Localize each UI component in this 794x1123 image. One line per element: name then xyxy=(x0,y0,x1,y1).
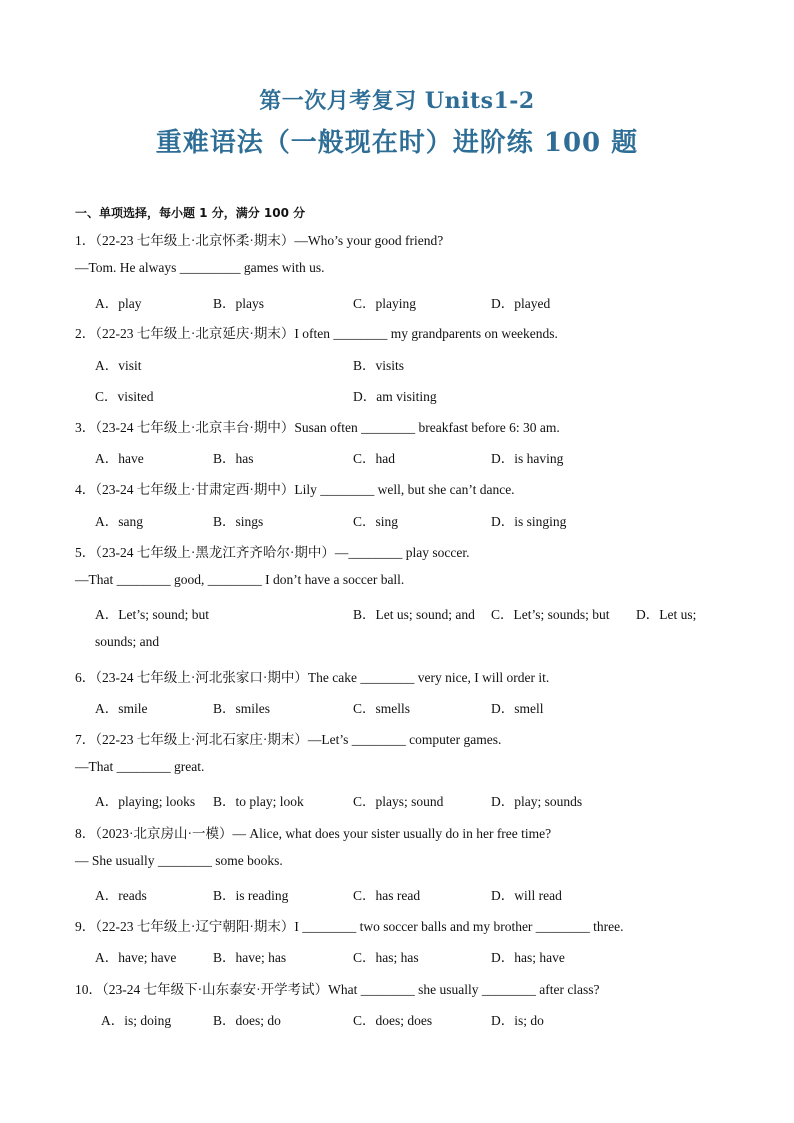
question-2-option-d[interactable]: D．am visiting xyxy=(353,389,437,404)
question-2-option-a[interactable]: A．visit xyxy=(95,358,142,373)
question-10-option-b[interactable]: B．does; do xyxy=(213,1013,281,1028)
question-1-option-d[interactable]: D．played xyxy=(491,296,551,311)
question-3-option-a[interactable]: A．have xyxy=(95,451,144,466)
question-9-option-b[interactable]: B．have; has xyxy=(213,950,287,965)
question-3-option-c[interactable]: C．had xyxy=(353,451,395,466)
question-3-option-d[interactable]: D．is having xyxy=(491,451,564,466)
question-9-option-c[interactable]: C．has; has xyxy=(353,950,419,965)
question-1-line-2: —Tom. He always _________ games with us. xyxy=(75,260,325,275)
page-subtitle: 重难语法（一般现在时）进阶练 100 题 xyxy=(155,128,639,158)
question-6-option-b[interactable]: B．smiles xyxy=(213,701,271,716)
question-8-stem: 8．（2023·北京房山·一模）— Alice, what does your sister usually do in her free time? xyxy=(75,826,552,841)
question-7-stem: 7．（22-23 七年级上·河北石家庄·期末）—Let’s ________ computer games. xyxy=(75,732,502,747)
question-5-option-b[interactable]: B．Let us; sound; and xyxy=(353,607,475,622)
question-10-option-a[interactable]: A．is; doing xyxy=(101,1013,172,1028)
question-7-option-c[interactable]: C．plays; sound xyxy=(353,794,444,809)
question-10-option-d[interactable]: D．is; do xyxy=(491,1013,544,1028)
question-8-option-a[interactable]: A．reads xyxy=(95,888,147,903)
question-8-option-c[interactable]: C．has read xyxy=(353,888,421,903)
question-8-option-d[interactable]: D．will read xyxy=(491,888,562,903)
question-5-option-d-continued[interactable]: sounds; and xyxy=(95,634,160,649)
question-5-line-2: —That ________ good, ________ I don’t have a soccer ball. xyxy=(75,572,405,587)
question-5-option-d[interactable]: D．Let us; xyxy=(636,607,697,622)
question-7-option-b[interactable]: B．to play; look xyxy=(213,794,304,809)
question-5-option-c[interactable]: C．Let’s; sounds; but xyxy=(491,607,610,622)
question-2-option-b[interactable]: B．visits xyxy=(353,358,405,373)
question-3-option-b[interactable]: B．has xyxy=(213,451,254,466)
question-1-stem: 1．（22-23 七年级上·北京怀柔·期末）—Who’s your good friend? xyxy=(75,233,444,248)
question-7-line-2: —That ________ great. xyxy=(75,759,205,774)
question-4-stem: 4．（23-24 七年级上·甘肃定西·期中）Lily ________ well, but she can’t dance. xyxy=(75,482,515,497)
question-5-option-a[interactable]: A．Let’s; sound; but xyxy=(95,607,209,622)
page-title: 第一次月考复习 Units1-2 xyxy=(259,88,535,114)
question-8-line-2: — She usually ________ some books. xyxy=(75,853,283,868)
section-heading: 一、单项选择，每小题 1 分，满分 100 分 xyxy=(75,206,306,220)
question-9-stem: 9．（22-23 七年级上·辽宁朝阳·期末）I ________ two soccer balls and my brother ________ three. xyxy=(75,919,624,934)
question-10-option-c[interactable]: C．does; does xyxy=(353,1013,433,1028)
question-6-option-c[interactable]: C．smells xyxy=(353,701,411,716)
question-9-option-a[interactable]: A．have; have xyxy=(95,950,177,965)
question-4-option-a[interactable]: A．sang xyxy=(95,514,143,529)
question-1-option-b[interactable]: B．plays xyxy=(213,296,265,311)
question-1-option-c[interactable]: C．playing xyxy=(353,296,416,311)
question-3-stem: 3．（23-24 七年级上·北京丰台·期中）Susan often ________ breakfast before 6: 30 am. xyxy=(75,420,560,435)
question-4-option-c[interactable]: C．sing xyxy=(353,514,399,529)
question-4-option-d[interactable]: D．is singing xyxy=(491,514,567,529)
question-6-stem: 6．（23-24 七年级上·河北张家口·期中）The cake ________ very nice, I will order it. xyxy=(75,670,550,685)
question-9-option-d[interactable]: D．has; have xyxy=(491,950,565,965)
question-8-option-b[interactable]: B．is reading xyxy=(213,888,289,903)
question-2-stem: 2．（22-23 七年级上·北京延庆·期末）I often ________ my grandparents on weekends. xyxy=(75,326,558,341)
question-5-stem: 5．（23-24 七年级上·黑龙江齐齐哈尔·期中）—________ play soccer. xyxy=(75,545,470,560)
question-7-option-d[interactable]: D．play; sounds xyxy=(491,794,583,809)
question-6-option-a[interactable]: A．smile xyxy=(95,701,148,716)
question-1-option-a[interactable]: A．play xyxy=(95,296,142,311)
question-6-option-d[interactable]: D．smell xyxy=(491,701,544,716)
question-2-option-c[interactable]: C．visited xyxy=(95,389,154,404)
question-4-option-b[interactable]: B．sings xyxy=(213,514,264,529)
question-7-option-a[interactable]: A．playing; looks xyxy=(95,794,196,809)
question-10-stem: 10．（23-24 七年级下·山东泰安·开学考试）What ________ she usually ________ after class? xyxy=(75,982,600,997)
